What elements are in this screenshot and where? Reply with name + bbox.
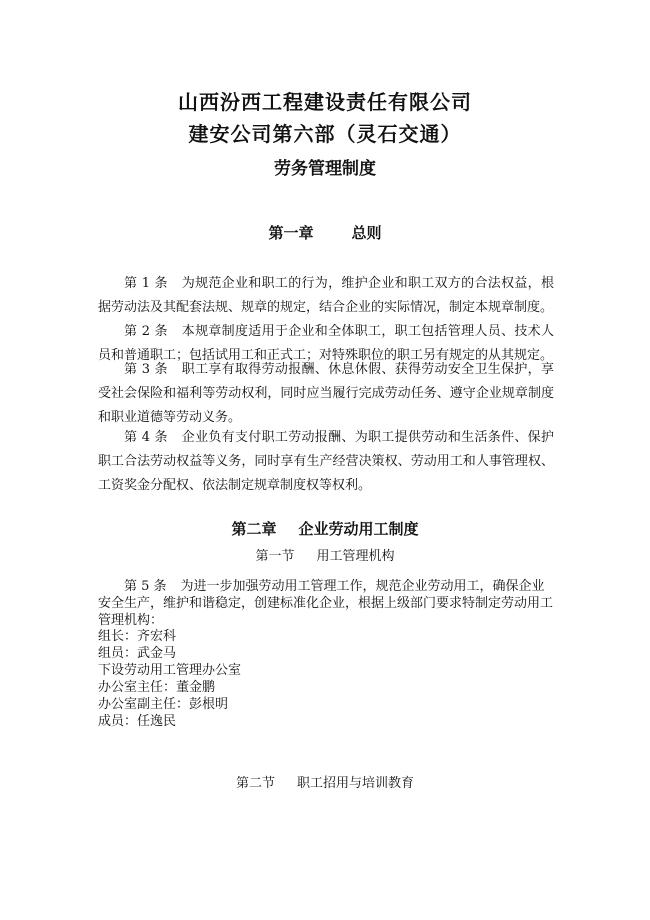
article-1-text: 为规范企业和职工的行为，维护企业和职工双方的合法权益，根据劳动法及其配套法规、规章的规定，结合企业的实际情况，制定本规章制度。 (98, 276, 554, 315)
section-2-heading (0, 772, 650, 791)
chapter-1-heading (0, 222, 650, 243)
article-3 (98, 358, 554, 430)
section-1-name: 用工管理机构 (316, 549, 395, 564)
article-5-text: 为进一步加强劳动用工管理工作，规范企业劳动用工，确保企业安全生产，维护和谐稳定，创建标准化企业，根据上级部门要求特制定劳动用工管理机构： (98, 579, 554, 628)
chapter-1-name: 总则 (351, 224, 382, 242)
article-1 (98, 272, 554, 320)
chapter-2-name: 企业劳动用工制度 (298, 520, 419, 538)
article-3-text: 职工享有取得劳动报酬、休息休假、获得劳动安全卫生保护，享受社会保险和福利等劳动权利，同时应当履行完成劳动任务、遵守企业规章制度和职业道德等劳动义务。 (98, 362, 554, 425)
section-1-number: 第一节 (255, 549, 295, 564)
document-title: 劳务管理制度 (274, 159, 376, 179)
article-4-number: 第 4 条 (124, 430, 168, 445)
article-5 (98, 578, 554, 629)
member-line: 组长：齐宏科 (98, 629, 177, 644)
article-1-number: 第 1 条 (124, 276, 168, 291)
company-title: 山西汾西工程建设责任有限公司 (178, 90, 472, 114)
chapter-2-number: 第二章 (231, 520, 277, 538)
article-2-number: 第 2 条 (124, 324, 168, 339)
article-2-text: 本规章制度适用于企业和全体职工，职工包括管理人员、技术人员和普通职工；包括试用工和正式工；对特殊职位的职工另有规定的从其规定。 (98, 324, 554, 363)
article-4 (98, 426, 554, 498)
chapter-1-number: 第一章 (268, 224, 314, 242)
member-line: 办公室主任：董金鹏 (98, 680, 216, 695)
member-line: 办公室副主任：彭根明 (98, 697, 229, 712)
article-4-text: 企业负有支付职工劳动报酬、为职工提供劳动和生活条件、保护职工合法劳动权益等义务，同时享有生产经营决策权、劳动用工和人事管理权、工资奖金分配权、依法制定规章制度权等权利。 (98, 430, 554, 493)
chapter-2-heading (0, 518, 650, 539)
article-5-number: 第 5 条 (124, 579, 167, 594)
section-2-name: 职工招用与培训教育 (297, 776, 415, 791)
article-3-number: 第 3 条 (124, 362, 168, 377)
section-2-number: 第二节 (235, 776, 275, 791)
department-title: 建安公司第六部（灵石交通） (188, 122, 462, 146)
member-line: 成员：任逸民 (98, 714, 177, 729)
member-line: 下设劳动用工管理办公室 (98, 663, 242, 678)
member-line: 组员：武金马 (98, 646, 177, 661)
section-1-heading (0, 545, 650, 564)
